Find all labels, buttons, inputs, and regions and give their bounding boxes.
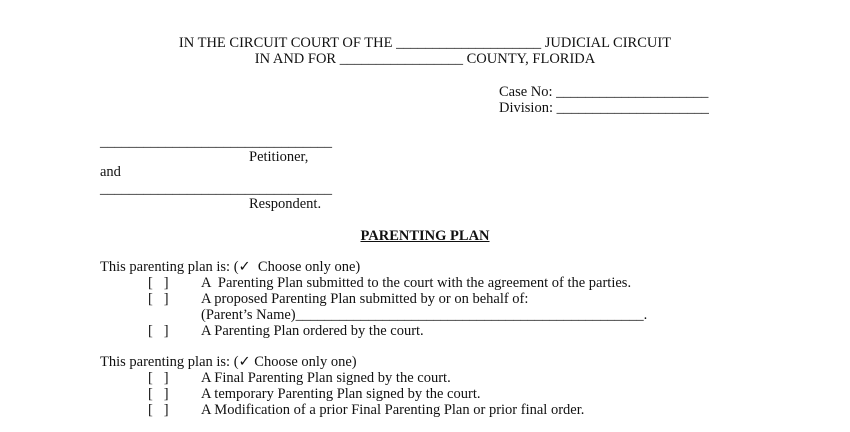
section2-option-text: A Final Parenting Plan signed by the court. — [201, 370, 451, 386]
section1-checkbox[interactable]: [ ] — [148, 275, 169, 291]
section1-checkbox[interactable]: [ ] — [148, 323, 169, 339]
document-title: PARENTING PLAN — [360, 228, 490, 244]
petitioner-label: Petitioner, — [249, 149, 309, 165]
court-header-line: IN THE CIRCUIT COURT OF THE ____________________ JUDICIAL CIRCUIT — [178, 35, 672, 51]
county-header-line: IN AND FOR _________________ COUNTY, FLORIDA — [254, 51, 596, 67]
section2-option-text: A Modification of a prior Final Parenting Plan or prior final order. — [201, 402, 585, 418]
and-label: and — [100, 164, 121, 180]
section1-option-text: A Parenting Plan submitted to the court with the agreement of the parties. — [201, 275, 632, 291]
division-field: Division: _____________________ — [499, 100, 709, 116]
petitioner-name-line: ________________________________ — [100, 134, 332, 150]
section2-checkbox[interactable]: [ ] — [148, 370, 169, 386]
section2-option-text: A temporary Parenting Plan signed by the court. — [201, 386, 481, 402]
section1-option-text: A proposed Parenting Plan submitted by or on behalf of: — [201, 291, 529, 307]
case-number-field: Case No: _____________________ — [499, 84, 709, 100]
respondent-label: Respondent. — [249, 196, 322, 212]
section1-option-text: A Parenting Plan ordered by the court. — [201, 323, 424, 339]
section2-checkbox[interactable]: [ ] — [148, 402, 169, 418]
section1-checkbox[interactable]: [ ] — [148, 291, 169, 307]
parent-name-field: (Parent’s Name)________________________________________________. — [201, 307, 648, 323]
respondent-name-line: ________________________________ — [100, 181, 332, 197]
section1-heading: This parenting plan is: (✓ Choose only one) — [100, 259, 361, 275]
section2-heading: This parenting plan is: (✓ Choose only one) — [100, 354, 357, 370]
section2-checkbox[interactable]: [ ] — [148, 386, 169, 402]
